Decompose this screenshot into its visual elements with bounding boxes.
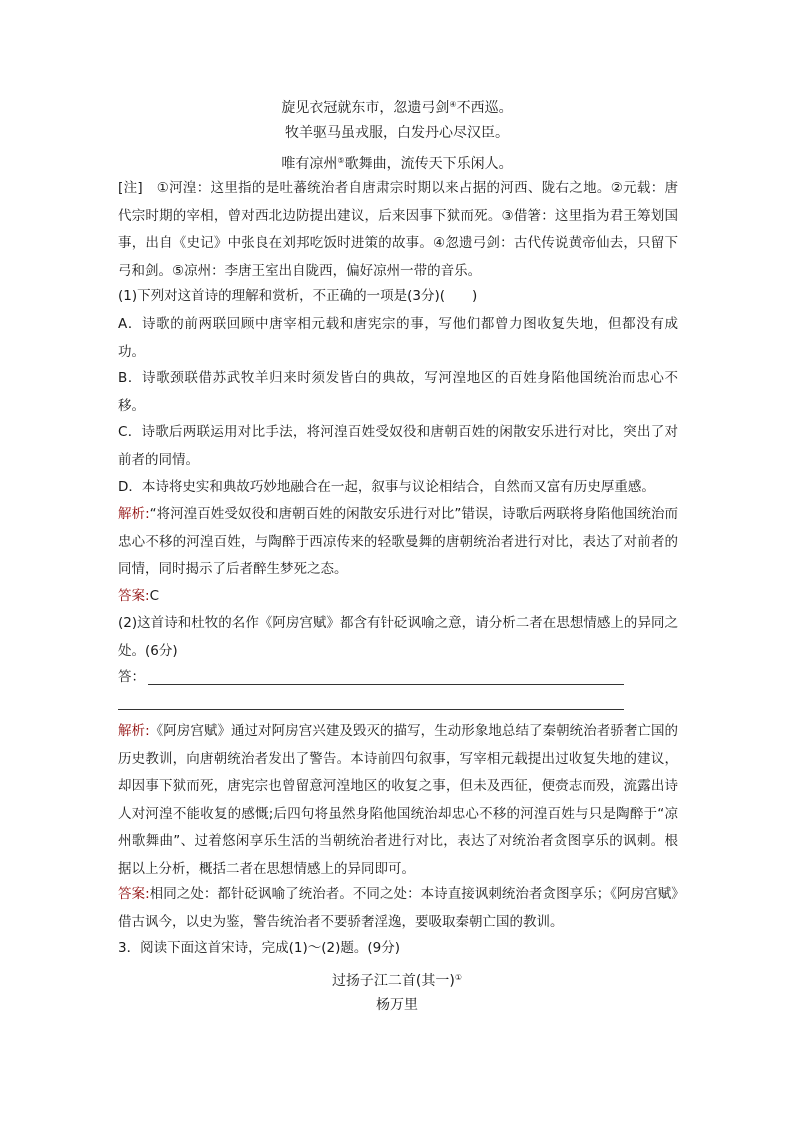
footnote-marker: ④ <box>449 100 457 109</box>
poem-title-text: 过扬子江二首(其一) <box>331 973 455 989</box>
poem-text: 旋见衣冠就东市，忽遗弓剑 <box>281 100 450 116</box>
answer-label: 答案: <box>118 886 150 902</box>
footnote-marker: ⑤ <box>337 156 345 165</box>
poem-line-3 <box>0 151 794 174</box>
poem-author: 杨万里 <box>376 997 418 1013</box>
answer-text: C <box>149 588 159 604</box>
q1-option-a: A．诗歌的前两联回顾中唐宰相元载和唐宪宗的事，写他们都曾力图收复失地，但都没有成功。 <box>118 316 678 360</box>
q2-answer <box>118 881 678 936</box>
q1-option-b: B．诗歌颈联借苏武牧羊归来时须发皆白的典故，写河湟地区的百姓身陷他国统治而忠心不移。 <box>118 370 678 414</box>
q1-stem: (1)下列对这首诗的理解和赏析，不正确的一项是(3分)( ) <box>118 288 478 304</box>
poem-text: 唯有凉州 <box>281 156 338 172</box>
q1-option-d: D．本诗将史实和典故巧妙地融合在一起，叙事与议论相结合，自然而又富有历史厚重感。 <box>118 479 655 495</box>
q1-option-c: C．诗歌后两联运用对比手法，将河湟百姓受奴役和唐朝百姓的闲散安乐进行对比，突出了对前者的同情。 <box>118 424 678 468</box>
poem-text: 不西巡。 <box>456 100 513 116</box>
poem-title <box>0 968 794 991</box>
q3-stem: 3．阅读下面这首宋诗，完成(1)～(2)题。(9分) <box>118 940 400 956</box>
answer-text: 相同之处：都针砭讽喻了统治者。不同之处：本诗直接讽刺统治者贪图享乐；《阿房宫赋》借古讽今，以史为鉴，警告统治者不要骄奢淫逸，要吸取秦朝亡国的教训。 <box>118 886 678 930</box>
poem-text: 歌舞曲，流传天下乐闲人。 <box>344 156 513 172</box>
q1-answer <box>118 583 678 611</box>
footnote-marker: ① <box>454 973 463 982</box>
analysis-text: 《阿房宫赋》通过对阿房宫兴建及毁灭的描写，生动形象地总结了秦朝统治者骄奢亡国的历史教训，向唐朝统治者发出了警告。本诗前四句叙事，写宰相元载提出过收复失地的建议，却因事下狱而死，唐宪宗也曾留意河湟地区的收复之事，但未及西征，便赍志而殁，流露出诗人对河湟不能收复的感慨;后四句将虽然身陷他国统治却忠心不移的河湟百姓与只是陶醉于“凉州歌舞曲”、过着悠闲享乐生活的当朝统治者进行对比，表达了对统治者贪图享乐的讽刺。根据以上分析，概括二者在思想情感上的异同即可。 <box>118 723 678 877</box>
analysis-text: “将河湟百姓受奴役和唐朝百姓的闲散安乐进行对比”错误，诗歌后两联将身陷他国统治而忠心不移的河湟百姓，与陶醉于西凉传来的轻歌曼舞的唐朝统治者进行对比，表达了对前者的同情，同时揭示了后者醉生梦死之态。 <box>118 506 678 577</box>
q2-answer-prompt: 答： <box>118 669 145 685</box>
analysis-label: 解析: <box>118 506 150 522</box>
q2-stem: (2)这首诗和杜牧的名作《阿房宫赋》都含有针砭讽喻之意，请分析二者在思想情感上的异同之处。(6分) <box>118 615 678 659</box>
answer-blank-line[interactable] <box>148 684 624 685</box>
answer-label: 答案: <box>118 588 150 604</box>
poem-text: 牧羊驱马虽戎服，白发丹心尽汉臣。 <box>285 125 509 141</box>
q2-analysis <box>118 718 678 883</box>
answer-blank-line[interactable] <box>118 709 624 710</box>
poem-line-2 <box>0 123 794 143</box>
analysis-label: 解析: <box>118 723 150 739</box>
q1-analysis <box>118 501 678 584</box>
poem-line-1 <box>0 95 794 118</box>
annotations: [注] ①河湟：这里指的是吐蕃统治者自唐肃宗时期以来占据的河西、陇右之地。②元载：唐代宗时期的宰相，曾对西北边防提出建议，后来因事下狱而死。③借箸：这里指为君王筹划国事，出自《史记》中张良在刘邦吃饭时进策的故事。④忽遗弓剑：古代传说黄帝仙去，只留下弓和剑。⑤凉州：李唐王室出自陇西，偏好凉州一带的音乐。 <box>118 180 678 279</box>
